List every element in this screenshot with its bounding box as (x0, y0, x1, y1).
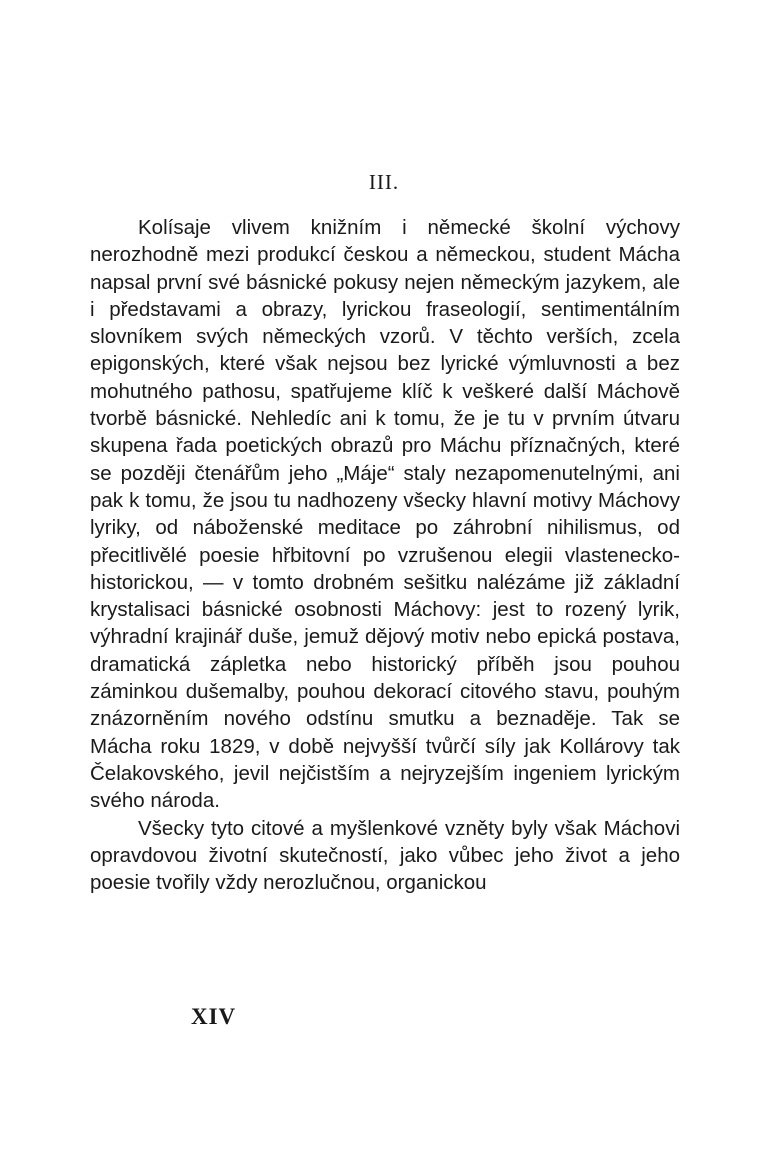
sheet-signature: XIV (191, 1004, 237, 1029)
paragraph: Všecky tyto citové a myšlenkové vzněty byly však Máchovi opravdovou životní skutečností, jako vůbec jeho život a jeho poesie tvořily vždy nerozlučnou, organickou (90, 816, 680, 895)
body-text (90, 214, 680, 896)
chapter-heading: III. (368, 170, 400, 194)
paragraph: Kolísaje vlivem knižním i německé školní výchovy nerozhodně mezi produkcí českou a německou, student Mácha napsal první své básnické pokusy nejen německým jazykem, ale i představami a obrazy, lyrickou fraseologií, sentimentálním slovníkem svých německých vzorů. V těchto verších, zcela epigonských, které však nejsou bez lyrické výmluvnosti a bez mohutného pathosu, spatřujeme klíč k veškeré další Máchově tvorbě básnické. Nehledíc ani k tomu, že je tu v prvním útvaru skupena řada poetických obrazů pro Máchu příznačných, které se později čtenářům jeho „Máje“ staly nezapomenutelnými, ani pak k tomu, že jsou tu nadhozeny všecky hlavní motivy Máchovy lyriky, od náboženské meditace po záhrobní nihilismus, od přecitlivělé poesie hřbitovní po vzrušenou elegii vlastenecko-historickou, — v tomto drobném sešitku nalézáme již základní krystalisaci básnické osobnosti Máchovy: jest to rozený lyrik, výhradní krajinář duše, jemuž dějový motiv nebo epická postava, dramatická zápletka nebo historický příběh jsou pouhou záminkou dušemalby, pouhou dekorací citového stavu, pouhým znázorněním nového odstínu smutku a beznaděje. Tak se Mácha roku 1829, v době nejvyšší tvůrčí síly jak Kollárovy tak Čelakovského, jevil nejčistším a nejryzejším ingeniem lyrickým svého národa. (90, 216, 680, 813)
